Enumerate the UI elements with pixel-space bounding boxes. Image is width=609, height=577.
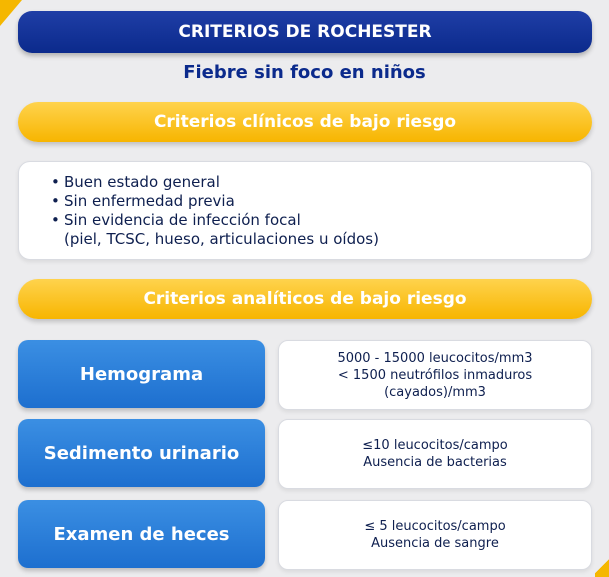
list-item: • Sin enfermedad previa — [51, 192, 235, 210]
hemograma-values — [278, 340, 592, 410]
value-line: ≤10 leucocitos/campo — [362, 438, 508, 453]
value-line: Ausencia de sangre — [371, 536, 499, 551]
clinical-criteria-list — [51, 173, 379, 249]
clinical-criteria-heading: Criterios clínicos de bajo riesgo — [153, 112, 457, 132]
subtitle: Fiebre sin foco en niños — [183, 62, 426, 83]
title-banner — [18, 11, 592, 53]
page-title: CRITERIOS DE ROCHESTER — [178, 22, 432, 42]
examen-de-heces-label: Examen de heces — [18, 500, 265, 568]
analytic-criteria-banner — [18, 279, 592, 319]
hemograma-label: Hemograma — [18, 340, 265, 408]
list-item: • Buen estado general — [51, 173, 220, 191]
list-item-continuation: (piel, TCSC, hueso, articulaciones u oídos) — [64, 230, 379, 248]
value-line: ≤ 5 leucocitos/campo — [364, 519, 506, 534]
analytic-criteria-heading: Criterios analíticos de bajo riesgo — [143, 289, 467, 309]
sedimento-urinario-values — [278, 419, 592, 489]
sedimento-urinario-label: Sedimento urinario — [18, 419, 265, 487]
examen-de-heces-values — [278, 500, 592, 570]
value-line: < 1500 neutrófilos inmaduros — [337, 367, 533, 383]
clinical-criteria-banner — [18, 102, 592, 142]
bullet-icon: • — [51, 211, 60, 229]
value-line: Ausencia de bacterias — [363, 455, 507, 470]
value-line: (cayados)/mm3 — [384, 384, 486, 400]
bullet-icon: • — [51, 192, 60, 210]
list-item: • Sin evidencia de infección focal — [51, 211, 301, 229]
clinical-criteria-box — [18, 161, 592, 260]
value-line: 5000 - 15000 leucocitos/mm3 — [337, 350, 533, 366]
corner-accent-bottom-right — [595, 555, 609, 577]
bullet-icon: • — [51, 173, 60, 191]
